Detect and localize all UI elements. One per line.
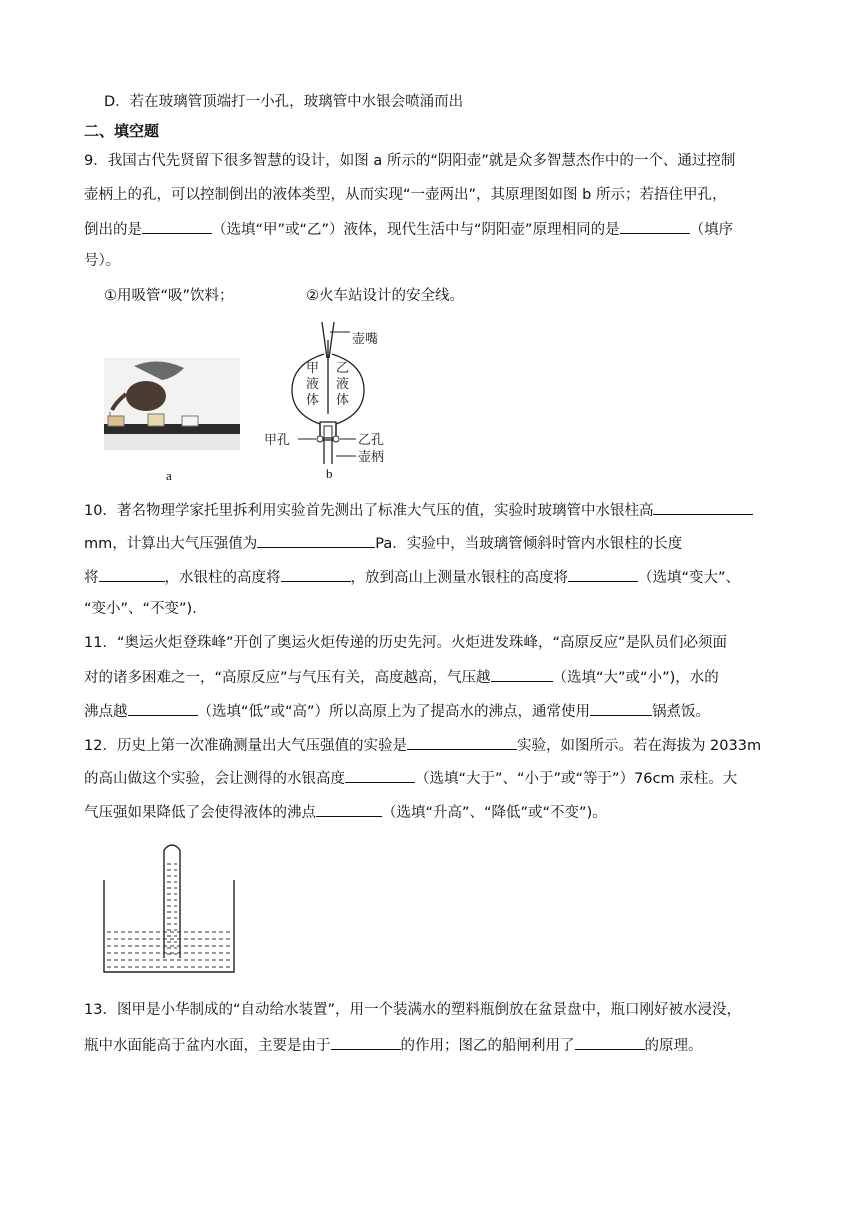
q10-text: Pa．实验中，当玻璃管倾斜时管内水银柱的长度 — [375, 536, 683, 552]
label-right-liquid-1: 乙 — [336, 361, 350, 376]
label-right-liquid-3: 体 — [336, 393, 350, 408]
q10-line-1 — [84, 499, 753, 521]
q10-text: 将 — [84, 570, 99, 586]
q9-text: （选填“甲”或“乙”）液体，现代生活中与“阴阳壶”原理相同的是 — [212, 222, 620, 238]
q12-blank-2[interactable] — [345, 767, 415, 783]
label-handle: 壶柄 — [358, 450, 385, 465]
q9-text: 倒出的是 — [84, 222, 142, 238]
q12-line-1 — [84, 734, 761, 756]
q12-text: 实验，如图所示。若在海拔为 2033m — [516, 738, 762, 754]
q13-text: 瓶中水面能高于盆内水面，主要是由于 — [84, 1038, 331, 1054]
q9-line-2: 壶柄上的孔，可以控制倒出的液体类型，从而实现“一壶两出”，其原理图如图 b 所示；若捂住甲孔， — [84, 187, 727, 203]
label-right-hole: 乙孔 — [358, 433, 385, 448]
q9-line-1: 9．我国古代先贤留下很多智慧的设计，如图 a 所示的“阴阳壶”就是众多智慧杰作中的一个、通过控制 — [84, 153, 736, 169]
q10-text: （选填“变大”、 — [638, 570, 741, 586]
q9-line-4: 号）。 — [84, 253, 121, 269]
label-right-liquid-2: 液 — [336, 377, 350, 392]
label-left-liquid-1: 甲 — [306, 361, 320, 376]
figure-b-caption: b — [326, 466, 333, 481]
q11-text: （选填“大”或“小”)，水的 — [552, 670, 719, 686]
q12-text: 的高山做这个实验，会让测得的水银高度 — [84, 771, 345, 787]
q10-blank-3[interactable] — [99, 566, 165, 582]
q11-line-2 — [84, 666, 719, 688]
label-left-liquid-3: 体 — [306, 393, 320, 408]
q11-blank-3[interactable] — [590, 700, 652, 716]
q12-text: 12．历史上第一次准确测量出大气压强值的实验是 — [84, 738, 407, 754]
q12-line-2 — [84, 767, 737, 789]
q9-blank-2[interactable] — [620, 218, 690, 234]
q12-line-3 — [84, 801, 607, 823]
q10-line-4: “变小”、“不变”)． — [84, 601, 207, 617]
q11-text: 沸点越 — [84, 704, 128, 720]
q8-option-d: D．若在玻璃管顶端打一小孔，玻璃管中水银会喷涌而出 — [104, 94, 464, 110]
q12-text: （选填“大于”、“小于”或“等于”）76cm 汞柱。大 — [415, 771, 738, 787]
q9-blank-1[interactable] — [142, 218, 212, 234]
q10-text: mm，计算出大气压强值为 — [84, 536, 258, 552]
q10-text: 10．著名物理学家托里拆利用实验首先测出了标准大气压的值，实验时玻璃管中水银柱高 — [84, 503, 654, 519]
q13-blank-1[interactable] — [331, 1034, 401, 1050]
q10-blank-2[interactable] — [257, 532, 375, 548]
q11-blank-1[interactable] — [491, 666, 553, 682]
q12-text: （选填“升高”、“降低”或“不变”)。 — [382, 805, 607, 821]
q11-text: 对的诸多困难之一，“高原反应”与气压有关，高度越高，气压越 — [84, 670, 491, 686]
q10-text: ，放到高山上测量水银柱的高度将 — [350, 570, 568, 586]
q13-blank-2[interactable] — [575, 1034, 645, 1050]
q13-line-1: 13．图甲是小华制成的“自动给水装置”，用一个装满水的塑料瓶倒放在盆景盘中，瓶口刚好被水浸没， — [84, 1002, 741, 1018]
q10-line-3 — [84, 566, 740, 588]
q10-blank-5[interactable] — [568, 566, 638, 582]
q11-line-1: 11．“奥运火炬登珠峰”开创了奥运火炬传递的历史先河。火炬进发珠峰，“高原反应”是队员们必须面 — [84, 635, 727, 651]
q11-blank-2[interactable] — [128, 700, 198, 716]
q10-blank-4[interactable] — [281, 566, 351, 582]
figure-a-teapot-photo — [104, 358, 240, 450]
figure-b-diagram — [258, 318, 408, 470]
q13-line-2 — [84, 1034, 703, 1056]
q13-text: 的作用；图乙的船闸利用了 — [400, 1038, 575, 1054]
q11-text: 锅煮饭。 — [652, 704, 711, 720]
q9-text: （填序 — [689, 222, 734, 238]
label-spout: 壶嘴 — [352, 332, 379, 347]
q12-blank-3[interactable] — [316, 801, 382, 817]
q10-blank-1[interactable] — [653, 499, 753, 515]
q9-option-1: ①用吸管“吸”饮料； — [104, 288, 234, 304]
q9-line-3 — [84, 218, 733, 240]
figure-a-caption: a — [166, 468, 172, 483]
q12-text: 气压强如果降低了会使得液体的沸点 — [84, 805, 316, 821]
q10-text: ，水银柱的高度将 — [164, 570, 281, 586]
q11-text: （选填“低”或“高”）所以高原上为了提高水的沸点，通常使用 — [197, 704, 591, 720]
q13-text: 的原理。 — [644, 1038, 703, 1054]
q12-blank-1[interactable] — [407, 734, 517, 750]
q9-option-2: ②火车站设计的安全线。 — [306, 288, 464, 304]
q11-line-3 — [84, 700, 710, 722]
label-left-liquid-2: 液 — [306, 377, 320, 392]
label-left-hole: 甲孔 — [264, 433, 291, 448]
figure-torricelli-apparatus — [100, 838, 240, 978]
q10-line-2 — [84, 532, 682, 554]
section-heading: 二、填空题 — [84, 122, 160, 140]
